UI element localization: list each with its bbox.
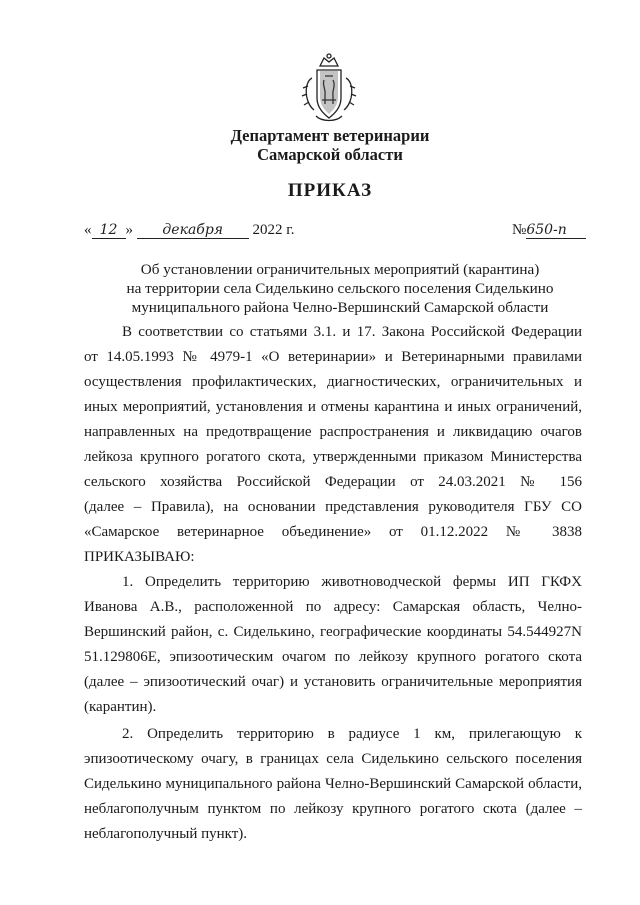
subject-line: муниципального района Челно-Вершинский Самарской области <box>131 299 549 316</box>
text-line: Вершинский район, с. Сиделькино, географические координаты 54.544927N <box>84 624 582 640</box>
text-line: Сиделькино муниципального района Челно-Вершинский Самарской области, <box>84 776 582 792</box>
department-name: Департамент ветеринарии <box>230 126 430 145</box>
text-line: неблагополучный пункт). <box>84 826 248 842</box>
coat-of-arms-emblem <box>300 52 358 124</box>
text-line: (далее – эпизоотический очаг) и установить ограничительные мероприятия <box>84 674 582 690</box>
text-line: В соответствии со статьями 3.1. и 17. Закона Российской Федерации <box>122 324 582 340</box>
clause-1 <box>84 570 582 720</box>
preamble-paragraph <box>84 320 582 570</box>
subject-line: на территории села Сиделькино сельского поселения Сиделькино <box>126 280 554 297</box>
order-date: « 12 » декабря 2022 г. <box>84 222 295 238</box>
subject-line: Об установлении ограничительных мероприятий (карантина) <box>140 261 540 278</box>
text-line: лейкоза крупного рогатого скота, утвержденными приказом Министерства <box>84 449 582 465</box>
order-number-value: 650-п <box>526 222 586 239</box>
text-line: осуществления профилактических, диагностических, ограничительных и <box>84 374 582 390</box>
order-number <box>512 222 586 239</box>
order-number-sign: № <box>512 222 527 238</box>
text-line: иных мероприятий, установления и отмены карантина и иных ограничений, <box>84 399 582 415</box>
text-line: от 14.05.1993 № 4979-1 «О ветеринарии» и Ветеринарными правилами <box>84 349 582 365</box>
text-line: сельского хозяйства Российской Федерации от 24.03.2021 № 156 <box>84 474 582 490</box>
document-title: ПРИКАЗ <box>287 180 373 201</box>
order-directive: ПРИКАЗЫВАЮ: <box>84 549 195 565</box>
text-line: 1. Определить территорию животноводческой фермы ИП ГКФХ <box>122 574 582 590</box>
text-line: эпизоотическому очагу, в границах села Сиделькино сельского поселения <box>84 751 582 767</box>
text-line: (карантин). <box>84 699 157 715</box>
order-year: 2022 г. <box>252 222 295 238</box>
text-line: Иванова А.В., расположенной по адресу: Самарская область, Челно- <box>84 599 582 615</box>
department-region: Самарской области <box>257 145 403 164</box>
text-line: неблагополучным пунктом по лейкозу крупного рогатого скота (далее – <box>84 801 582 817</box>
text-line: 2. Определить территорию в радиусе 1 км, прилегающую к <box>122 726 582 742</box>
clause-2 <box>84 722 582 847</box>
text-line: 51.129806E, эпизоотическим очагом по лейкозу крупного рогатого скота <box>84 649 582 665</box>
text-line: (далее – Правила), на основании представления руководителя ГБУ СО <box>84 499 582 515</box>
text-line: «Самарское ветеринарное объединение» от 01.12.2022 № 3838 <box>84 524 582 540</box>
order-day: 12 <box>92 222 126 239</box>
text-line: направленных на предотвращение распространения и ликвидацию очагов <box>84 424 582 440</box>
order-subject <box>100 260 580 317</box>
order-month: декабря <box>137 222 249 239</box>
